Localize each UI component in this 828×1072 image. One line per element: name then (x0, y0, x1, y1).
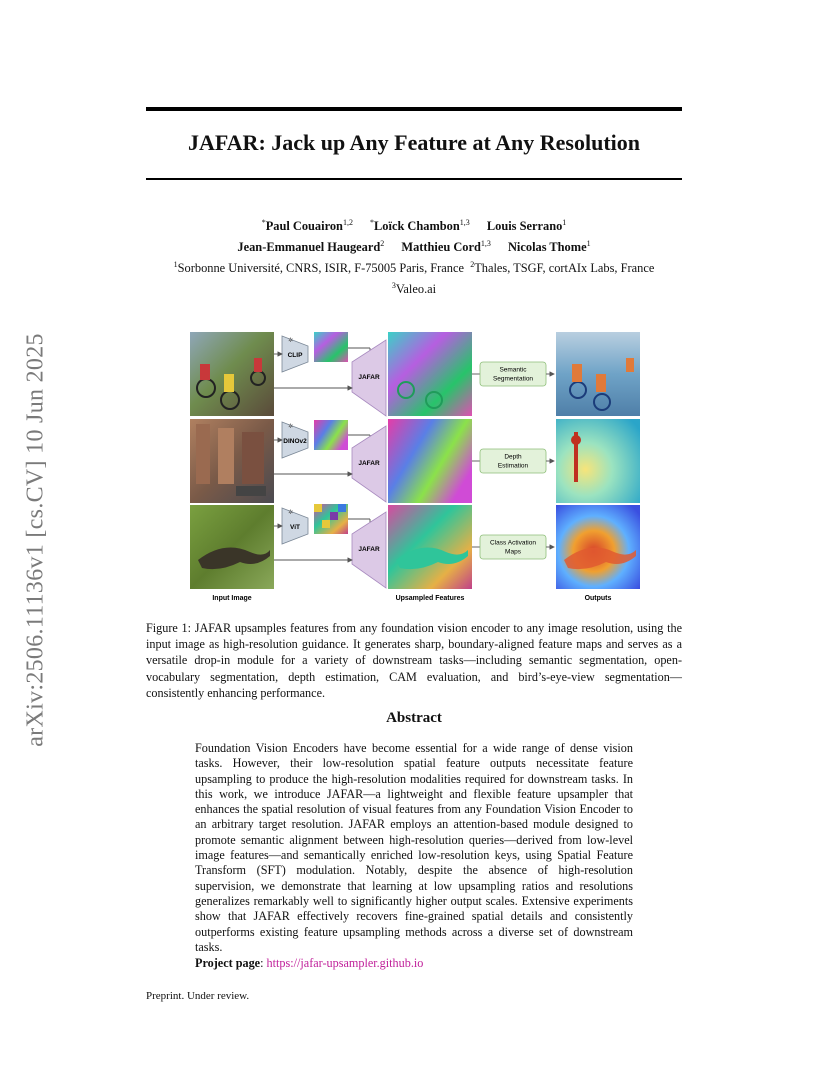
task-label-semantic-1: Semantic (499, 366, 527, 374)
footer-note: Preprint. Under review. (146, 990, 250, 1002)
author-block (146, 214, 682, 299)
author-line-1: *Paul Couairon$^{1,2}$ *Loïck Chambon$^{1,3}$ Louis Serrano$^1$ (261, 218, 567, 234)
column-label-features: Upsampled Features (395, 595, 465, 602)
author-name: Matthieu Cord (401, 240, 481, 255)
abstract-heading: Abstract (386, 710, 442, 726)
input-image-lizard (190, 505, 274, 589)
project-page-line: Project page: https://jafar-upsampler.github.io (195, 956, 424, 971)
author-name: Paul Couairon (265, 219, 343, 234)
svg-text:✲: ✲ (288, 423, 294, 430)
output-depth (556, 419, 640, 503)
affiliation: Sorbonne Université, CNRS, ISIR, F-75005 Paris, France (177, 261, 465, 276)
svg-text:✲: ✲ (288, 337, 294, 344)
arxiv-sidebar (16, 300, 56, 780)
figure-1 (184, 328, 646, 606)
column-label-outputs: Outputs (584, 595, 612, 602)
figure-caption: Figure 1: JAFAR upsamples features from any foundation vision encoder to any image resolution, using the input image as high-resolution guidance. It generates sharp, boundary-aligned feature maps and serves as a versatile drop-in module for a variety of downstream tasks—including semantic segmentation, open-vocabulary segmentation, depth estimation, CAM evaluation, and bird’s-eye-view segmentation—consistently enhancing performance. (146, 621, 682, 700)
task-label-cam-2: Maps (505, 548, 521, 556)
low-res-feature-clip (314, 332, 348, 362)
encoder-label-clip: CLIP (287, 352, 303, 359)
author-line-2: Jean-Emmanuel Haugeard$^2$ Matthieu Cord$^{1,3}$ Nicolas Thome$^1$ (237, 239, 591, 255)
jafar-label: JAFAR (358, 546, 380, 553)
author-name: Loïck Chambon (374, 219, 460, 234)
column-label-input: Input Image (212, 595, 252, 602)
project-page-label: Project page (195, 956, 261, 971)
encoder-label-dinov2: DINOv2 (283, 438, 307, 445)
output-cam (556, 505, 640, 589)
project-page-link[interactable]: https://jafar-upsampler.github.io (266, 956, 424, 971)
upsampled-feature-row-3 (388, 505, 472, 589)
task-label-depth-1: Depth (504, 453, 522, 461)
top-rule (146, 107, 682, 111)
arxiv-identifier: arXiv:2506.11136v1 [cs.CV] 10 Jun 2025 (22, 333, 49, 747)
low-res-feature-dinov2 (314, 420, 348, 450)
upsampled-feature-row-1 (388, 332, 472, 416)
title-rule (146, 178, 682, 180)
encoder-label-vit: ViT (290, 524, 300, 531)
task-label-depth-2: Estimation (497, 462, 529, 470)
author-name: Jean-Emmanuel Haugeard (237, 240, 381, 255)
affiliation: Valeo.ai (395, 282, 437, 297)
abstract-body: Foundation Vision Encoders have become essential for a wide range of dense vision tasks. However, their low-resolution spatial feature outputs necessitate feature upsampling to produce the high-resolution modalities required for downstream tasks. In this work, we introduce JAFAR—a lightweight and flexible feature upsampler that enhances the spatial resolution of visual features from any Foundation Vision Encoder to an arbitrary target resolution. JAFAR employs an attention-based module designed to promote semantic alignment between high-resolution queries—derived from low-level image features—and semantically enriched low-resolution keys, using Spatial Feature Transform (SFT) modulation. Notably, despite the absence of high-resolution supervision, we demonstrate that learning at low upsampling ratios and resolutions generalizes remarkably well to significantly higher output scales. Extensive experiments show that JAFAR effectively recovers fine-grained spatial details and consistently outperforms existing feature upsampling methods across a diverse set of downstream tasks. (195, 741, 633, 954)
affiliation-line-2: $^3$Valeo.ai (391, 281, 437, 297)
task-label-cam-1: Class Activation (490, 539, 536, 547)
task-label-semantic-2: Segmentation (492, 375, 534, 383)
author-name: Nicolas Thome (507, 240, 587, 255)
paper-title: JAFAR: Jack up Any Feature at Any Resolution (187, 130, 641, 155)
svg-text:✲: ✲ (288, 509, 294, 516)
jafar-label: JAFAR (358, 374, 380, 381)
affiliation: Thales, TSGF, cortAIx Labs, France (474, 261, 655, 276)
upsampled-feature-row-2 (388, 419, 472, 503)
jafar-label: JAFAR (358, 460, 380, 467)
abstract-block (195, 741, 633, 971)
affiliation-line: $^1$Sorbonne Université, CNRS, ISIR, F-75005 Paris, France $^2$Thales, TSGF, cortAIx Labs, France (173, 260, 655, 276)
author-name: Louis Serrano (486, 219, 563, 234)
